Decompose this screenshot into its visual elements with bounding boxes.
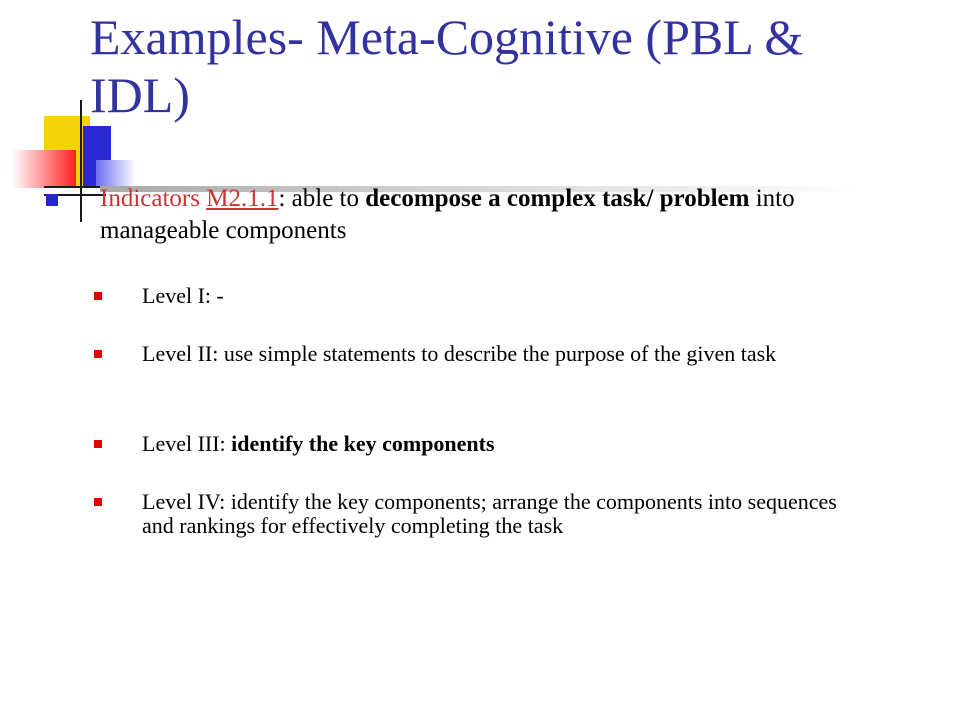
- level-text: [142, 284, 872, 308]
- bullet-square-icon: [94, 440, 102, 448]
- indicator-statement: [100, 183, 880, 247]
- indicator-code-link[interactable]: M2.1.1: [206, 185, 279, 212]
- level-label: Level I:: [142, 283, 217, 308]
- decorative-vertical-line: [80, 100, 82, 222]
- bullet-square-icon: [94, 292, 102, 300]
- bullet-square-icon: [94, 350, 102, 358]
- decorative-red-gradient: [12, 150, 76, 188]
- indicator-rest-text: into manageable components: [100, 185, 795, 244]
- decorative-small-blue-square: [46, 194, 58, 206]
- level-description: identify the key components; arrange the components into sequences and rankings for effectively completing the task: [142, 489, 837, 538]
- level-description: use simple statements to describe the purpose of the given task: [223, 341, 777, 366]
- level-label: Level III:: [142, 431, 232, 456]
- bullet-square-icon: [94, 498, 102, 506]
- level-label: Level IV:: [142, 489, 231, 514]
- indicator-bold-text: decompose a complex task/ problem: [365, 185, 750, 212]
- level-text: [142, 342, 872, 366]
- level-text: [142, 490, 872, 538]
- indicator-label: Indicators: [100, 185, 207, 212]
- level-bold-description: identify the key components: [231, 431, 495, 456]
- level-label: Level II:: [142, 341, 224, 366]
- slide-title: Examples- Meta-Cognitive (PBL & IDL): [90, 9, 804, 123]
- level-description: -: [216, 283, 224, 308]
- indicator-colon: : able to: [278, 185, 366, 212]
- level-text: [142, 432, 872, 456]
